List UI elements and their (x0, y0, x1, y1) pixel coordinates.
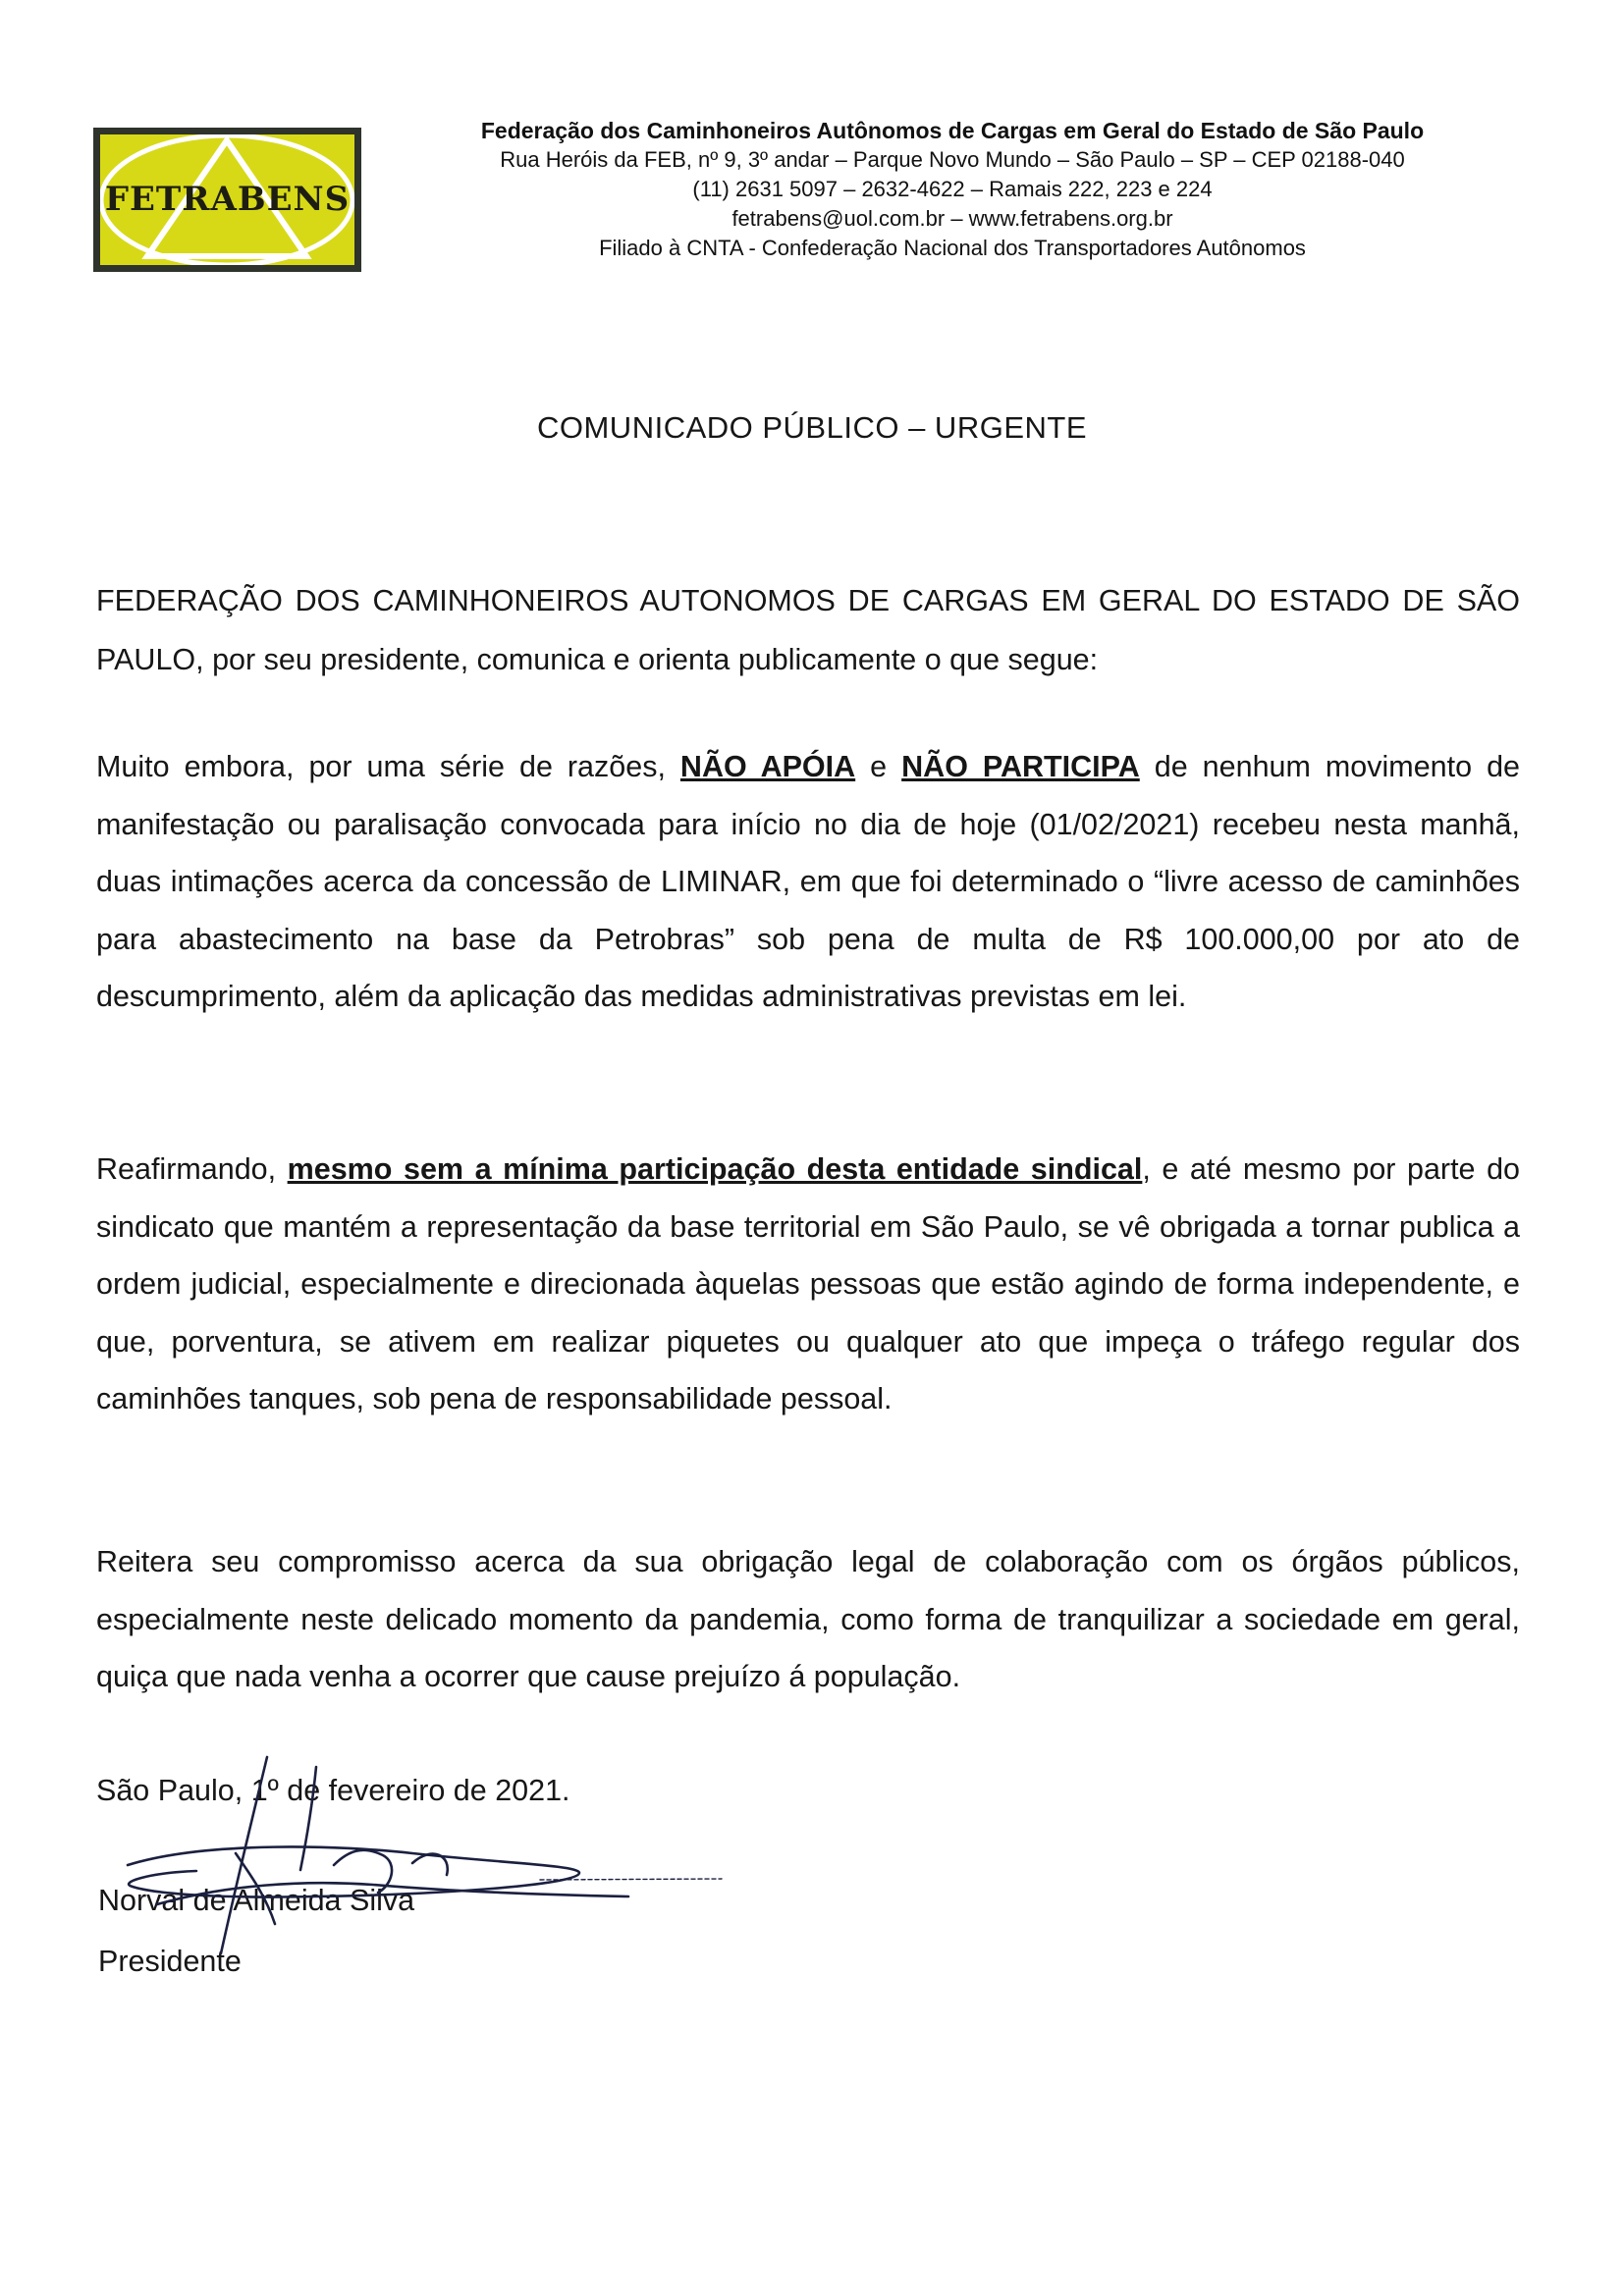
paragraph-2 (96, 1141, 1520, 1428)
affiliation-line: Filiado à CNTA - Confederação Nacional dos Transportadores Autônomos (599, 236, 1306, 260)
paragraph-1 (96, 738, 1520, 1026)
p2-text-c: , e até mesmo por parte do sindicato que mantém a representação da base territorial em São Paulo, se vê obrigada a tornar publica a ordem judicial, especialmente e direcionada àquelas pessoas que estão agindo de forma independente, e que, porventura, se ativem em realizar piquetes ou qualquer ato que impeça o tráfego regular dos caminhões tanques, sob pena de responsabilidade pessoal. (96, 1152, 1520, 1415)
fetrabens-logo (93, 128, 361, 272)
closing-date: São Paulo, 1º de fevereiro de 2021. (96, 1774, 570, 1807)
paragraph-3: Reitera seu compromisso acerca da sua obrigação legal de colaboração com os órgãos públicos, especialmente neste delicado momento da pandemia, como forma de tranquilizar a sociedade em geral, quiça que nada venha a ocorrer que cause prejuízo á população. (96, 1545, 1520, 1693)
intro-paragraph: FEDERAÇÃO DOS CAMINHONEIROS AUTONOMOS DE CARGAS EM GERAL DO ESTADO DE SÃO PAULO, por seu presidente, comunica e orienta publicamente o que segue: (96, 584, 1520, 676)
federation-name: Federação dos Caminhoneiros Autônomos de Cargas em Geral do Estado de São Paulo (480, 118, 1425, 143)
letterhead-text (378, 116, 1527, 263)
handwritten-signature-icon (118, 1747, 727, 1973)
signer-name: Norval de Almeida Silva (98, 1884, 415, 1917)
p2-text-a: Reafirmando, (96, 1152, 288, 1186)
participation-emphasis: mesmo sem a mínima participação desta entidade sindical (287, 1152, 1143, 1186)
nao-participa-emphasis: NÃO PARTICIPA (901, 750, 1140, 783)
p1-text-e: de nenhum movimento de manifestação ou paralisação convocada para início no dia de hoje (01/02/2021) recebeu nesta manhã, duas intimações acerca da concessão de LIMINAR, em que foi determinado o “livre acesso de caminhões para abastecimento na base da Petrobras” sob pena de multa de R$ 100.000,00 por ato de descumprimento, além da aplicação das medidas administrativas previstas em lei. (96, 750, 1520, 1013)
p1-text-c: e (855, 750, 902, 783)
p1-text-a: Muito embora, por uma série de razões, (96, 750, 680, 783)
phone-line: (11) 2631 5097 – 2632-4622 – Ramais 222, 223 e 224 (692, 177, 1213, 201)
nao-apoia-emphasis: NÃO APÓIA (679, 750, 856, 783)
signer-role: Presidente (98, 1945, 242, 1978)
address-line: Rua Heróis da FEB, nº 9, 3º andar – Parque Novo Mundo – São Paulo – SP – CEP 02188-040 (500, 147, 1405, 172)
document-title: COMUNICADO PÚBLICO – URGENTE (536, 410, 1087, 445)
contact-line: fetrabens@uol.com.br – www.fetrabens.org.br (731, 206, 1173, 231)
logo-text: FETRABENS (104, 180, 351, 219)
